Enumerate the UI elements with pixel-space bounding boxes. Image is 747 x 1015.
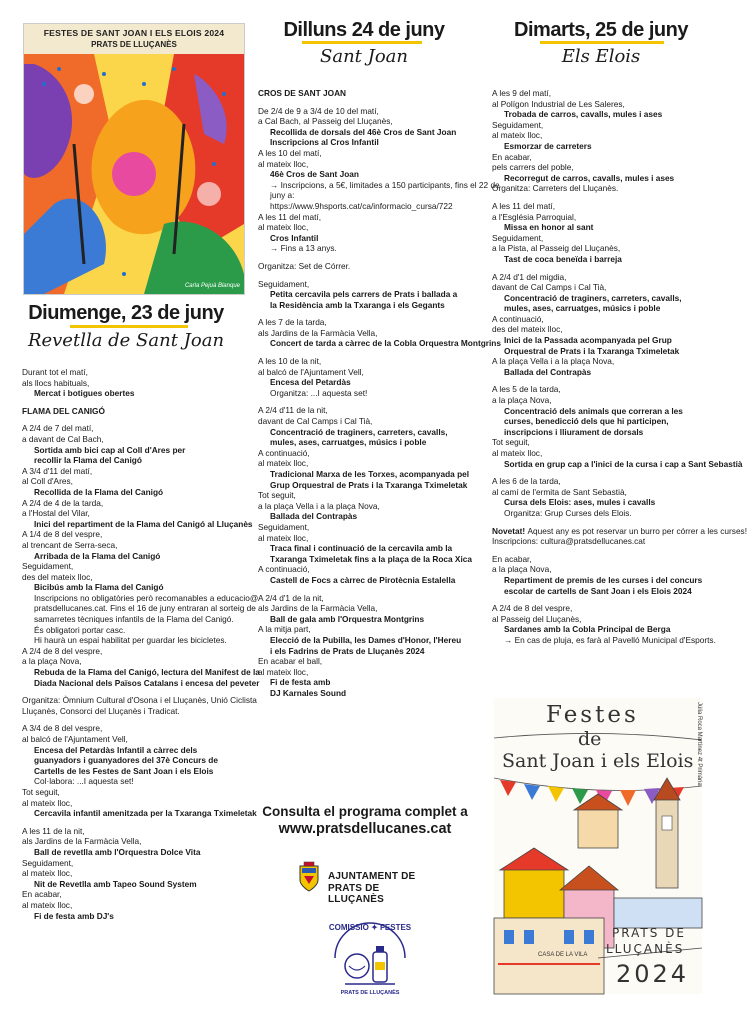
event-detail: A les 5 de la tarda, xyxy=(492,384,561,395)
event-detail: Tot seguit, xyxy=(258,490,296,501)
event-detail: als llocs habituals, xyxy=(22,377,90,388)
event-title: Cros Infantil xyxy=(270,232,319,243)
spacer xyxy=(492,547,747,554)
event-title: Concentració de traginers, carreters, cavalls, xyxy=(270,426,448,437)
event-title: Concentració dels animals que correran a les xyxy=(504,405,683,416)
event-title: Missa en honor al sant xyxy=(504,222,594,233)
event-detail: Tot seguit, xyxy=(22,786,60,797)
event-title: Recollida de dorsals del 46è Cros de Sant Joan xyxy=(270,126,457,137)
event-title: Orquestral de Prats i la Txaranga Tximeletak xyxy=(504,345,680,356)
event-title: Concert de tarda a càrrec de la Cobla Orquestra Montgrins xyxy=(270,338,501,349)
event-note: https://www.9hsports.cat/ca/informacio_cursa/722 xyxy=(270,200,453,211)
event-detail: A la mitja part, xyxy=(258,624,311,635)
event-detail: A les 7 de la tarda, xyxy=(258,317,327,328)
day-title-underline xyxy=(70,325,188,328)
section-heading: CROS DE SANT JOAN xyxy=(258,88,347,98)
event-title: Castell de Focs a càrrec de Pirotècnia Estalella xyxy=(270,574,456,585)
notice-line xyxy=(492,526,747,537)
event-title: Ball de revetlla amb l'Orquestra Dolce Vita xyxy=(34,846,201,857)
event-detail: al mateix lloc, xyxy=(258,158,309,169)
event-detail: a la plaça Nova, xyxy=(492,564,552,575)
event-title: recollir la Flama del Canigó xyxy=(34,455,142,466)
event-detail: En acabar el ball, xyxy=(258,656,323,667)
event-detail: al mateix lloc, xyxy=(258,666,309,677)
spacer xyxy=(258,254,501,261)
spacer xyxy=(492,469,747,476)
spacer xyxy=(258,349,501,356)
event-detail: Seguidament, xyxy=(258,521,310,532)
event-detail: A les 10 del matí, xyxy=(258,147,322,158)
event-detail: A 2/4 de 7 del matí, xyxy=(22,423,94,434)
event-detail: a davant de Cal Bach, xyxy=(22,433,104,444)
event-detail: A continuació, xyxy=(492,313,544,324)
event-title: Txaranga Tximeletak fins a la plaça de la Roca Xica xyxy=(270,553,472,564)
event-detail: davant de Cal Camps i Cal Tià, xyxy=(492,282,607,293)
day-title: Diumenge, 23 de juny xyxy=(28,302,224,324)
event-title: Elecció de la Pubilla, les Dames d'Honor, l'Hereu xyxy=(270,634,462,645)
event-title: Recollida de la Flama del Canigó xyxy=(34,486,164,497)
ajuntament-line1: AJUNTAMENT DE xyxy=(328,871,416,882)
event-detail: al Passeig del Lluçanès, xyxy=(492,613,582,624)
event-title: Inici del repartiment de la Flama del Canigó al Lluçanès xyxy=(34,518,253,529)
event-note: → En cas de pluja, es farà al Pavelló Municipal d'Esports. xyxy=(504,634,716,645)
spacer xyxy=(22,399,260,406)
spacer xyxy=(258,398,501,405)
event-detail: a l'Hostal del Vilar, xyxy=(22,508,90,519)
spacer xyxy=(492,194,747,201)
event-detail: al Polígon Industrial de Les Saleres, xyxy=(492,98,625,109)
poster-title: FESTES DE SANT JOAN I ELS ELOIS 2024 xyxy=(43,28,225,38)
event-detail: A 2/4 d'1 de la nit, xyxy=(258,592,324,603)
event-note: Organitza: Grup Curses dels Elois. xyxy=(504,507,632,518)
spacer xyxy=(22,416,260,423)
event-detail: als Jardins de la Farmàcia Vella, xyxy=(258,603,378,614)
event-title: Trobada de carros, cavalls, mules i ases xyxy=(504,109,663,120)
event-title: Tast de coca beneïda i barreja xyxy=(504,253,622,264)
event-title: 46è Cros de Sant Joan xyxy=(270,169,359,180)
comissio-subtitle: PRATS DE LLUÇANÈS xyxy=(340,990,400,996)
event-title: guanyadors i guanyadores del 37è Concurs de xyxy=(34,755,218,766)
event-detail: al mateix lloc, xyxy=(258,222,309,233)
event-title: Diada Nacional dels Països Catalans i encesa del peveter xyxy=(34,677,260,688)
event-title: Inscripcions al Cros Infantil xyxy=(270,137,379,148)
event-title: Sortida en grup cap a l'inici de la cursa i cap a Sant Sebastià xyxy=(504,458,743,469)
spacer xyxy=(492,596,747,603)
events-list-monday xyxy=(258,88,501,698)
event-detail: Inscripcions: cultura@pratsdellucanes.cat xyxy=(492,536,646,547)
section-heading: FLAMA DEL CANIGÓ xyxy=(22,405,105,416)
event-detail: A 1/4 de 8 del vespre, xyxy=(22,529,103,540)
illus-title-festes: Festes xyxy=(546,702,639,728)
event-detail: al camí de l'ermita de Sant Sebastià, xyxy=(492,486,627,497)
event-title: Encesa del Petardàs xyxy=(270,377,351,388)
event-detail: A la plaça Vella i a la plaça Nova, xyxy=(492,356,615,367)
notice-label: Novetat! xyxy=(492,525,528,536)
day-subtitle: Sant Joan xyxy=(320,46,408,67)
day-subtitle: Els Elois xyxy=(561,46,641,67)
event-detail: als Jardins de la Farmàcia Vella, xyxy=(258,327,378,338)
illus-town-line1: PRATS DE xyxy=(612,926,686,940)
events-list-sunday xyxy=(22,367,260,921)
event-title: Sortida amb bici cap al Coll d'Ares per xyxy=(34,444,186,455)
event-detail: A les 11 del matí, xyxy=(258,211,322,222)
day-title: Dilluns 24 de juny xyxy=(283,19,445,41)
poster-painting xyxy=(24,24,244,294)
event-detail: a Cal Bach, al Passeig del Lluçanès, xyxy=(258,116,393,127)
comissio-title: COMISSIÓ ✦ FESTES xyxy=(328,923,412,932)
event-title: inscripcions i lliurament de dorsals xyxy=(504,426,644,437)
event-title: DJ Karnales Sound xyxy=(270,687,347,698)
event-title: Cartells de les Festes de Sant Joan i els Elois xyxy=(34,765,214,776)
event-detail: a l'Església Parroquial, xyxy=(492,211,577,222)
event-detail: A 2/4 de 4 de la tarda, xyxy=(22,497,104,508)
event-detail: al trencant de Serra-seca, xyxy=(22,539,118,550)
event-title: Ballada del Contrapàs xyxy=(270,511,358,522)
event-title: Cercavila infantil amenitzada per la Txaranga Tximeletak xyxy=(34,808,257,819)
event-detail: Tot seguit, xyxy=(492,437,530,448)
consult-text: Consulta el programa complet a xyxy=(262,804,468,819)
day-title: Dimarts, 25 de juny xyxy=(514,19,688,41)
event-detail: al mateix lloc, xyxy=(22,868,73,879)
event-title: Nit de Revetlla amb Tapeo Sound System xyxy=(34,878,197,889)
event-detail: Seguidament, xyxy=(492,119,544,130)
event-detail: des del mateix lloc, xyxy=(22,571,93,582)
website-link[interactable]: www.pratsdellucanes.cat xyxy=(278,821,452,837)
illus-title-de: de xyxy=(578,728,602,750)
festival-illustration xyxy=(494,698,702,994)
event-note: Organitza: ...I aquesta set! xyxy=(270,387,368,398)
event-detail: pels carrers del poble, xyxy=(492,162,574,173)
event-detail: al Coll d'Ares, xyxy=(22,476,73,487)
event-detail: A 3/4 d'11 del matí, xyxy=(22,465,93,476)
event-title: Fi de festa amb DJ's xyxy=(34,910,114,921)
event-detail: al mateix lloc, xyxy=(492,130,543,141)
event-title: Grup Orquestral de Prats i la Txaranga Tximeletak xyxy=(270,479,468,490)
event-detail: Organitza: Òmnium Cultural d'Osona i el Lluçanès, Unió Ciclista xyxy=(22,695,257,706)
event-detail: A 2/4 de 8 del vespre, xyxy=(22,645,103,656)
festival-poster xyxy=(23,23,245,295)
event-detail: al mateix lloc, xyxy=(258,532,309,543)
event-title: la Residència amb la Txaranga i els Gegants xyxy=(270,299,445,310)
event-title: Ball de gala amb l'Orquestra Montgrins xyxy=(270,613,425,624)
spacer xyxy=(22,688,260,695)
event-detail: A 2/4 d'1 del migdia, xyxy=(492,271,567,282)
illus-town-line2: LLUÇANÈS xyxy=(606,942,685,956)
event-note: juny a: xyxy=(270,190,295,201)
event-title: Recorregut de carros, cavalls, mules i ases xyxy=(504,172,675,183)
event-detail: des del mateix lloc, xyxy=(492,324,563,335)
ajuntament-line2: PRATS DE LLUÇANÈS xyxy=(328,883,385,905)
event-detail: En acabar, xyxy=(492,553,532,564)
event-detail: En acabar, xyxy=(492,151,532,162)
poster-subtitle: PRATS DE LLUÇANÈS xyxy=(91,40,177,49)
day-subtitle: Revetlla de Sant Joan xyxy=(27,330,225,351)
event-detail: al mateix lloc, xyxy=(22,797,73,808)
spacer xyxy=(258,99,501,106)
consult-program xyxy=(256,804,474,837)
event-note: samarretes tècniques infantils de la Flama del Canigó. xyxy=(34,614,234,625)
notice-text: Aquest any es pot reservar un burro per córrer a les curses! xyxy=(527,525,747,536)
event-detail: A 2/4 d'11 de la nit, xyxy=(258,405,328,416)
spacer xyxy=(22,819,260,826)
comissio-festes-logo xyxy=(325,918,415,1000)
event-detail: al balcó de l'Ajuntament Vell, xyxy=(22,734,128,744)
event-title: mules, ases, carruatges, músics i poble xyxy=(504,303,661,314)
spacer xyxy=(258,586,501,593)
event-detail: A les 9 del matí, xyxy=(492,88,552,98)
event-detail: A les 11 del matí, xyxy=(492,200,556,211)
event-detail: A les 10 de la nit, xyxy=(258,356,322,367)
spacer xyxy=(492,377,747,384)
illus-title-santjoan: Sant Joan i els Elois xyxy=(502,750,694,772)
event-detail: al mateix lloc, xyxy=(258,458,309,469)
event-title: Cursa dels Elois: ases, mules i cavalls xyxy=(504,497,656,508)
event-note: Hi haurà un espai habilitat per guardar les bicicletes. xyxy=(34,635,227,646)
poster-credit: Carla Pejuà Blanque xyxy=(184,283,240,289)
event-title: Mercat i botigues obertes xyxy=(34,388,135,399)
event-title: Esmorzar de carreters xyxy=(504,140,592,151)
event-detail: Organitza: Carreters del Lluçanès. xyxy=(492,183,619,194)
event-title: Tradicional Marxa de les Torxes, acompanyada pel xyxy=(270,469,470,479)
ajuntament-logo xyxy=(298,862,438,904)
event-detail: A continuació, xyxy=(258,564,310,575)
event-detail: al balcó de l'Ajuntament Vell, xyxy=(258,366,364,377)
event-detail: a la plaça Nova, xyxy=(22,656,82,667)
event-title: Concentració de traginers, carreters, cavalls, xyxy=(504,292,682,303)
event-detail: A 2/4 de 8 del vespre, xyxy=(492,603,573,614)
spacer xyxy=(492,265,747,272)
event-detail: Seguidament, xyxy=(258,278,310,289)
spacer xyxy=(492,519,747,526)
coat-of-arms-icon xyxy=(298,862,320,892)
event-note: Col·labora: ...I aquesta set! xyxy=(34,776,134,787)
event-detail: En acabar, xyxy=(22,889,62,900)
event-title: escolar de cartells de Sant Joan i els Elois 2024 xyxy=(504,585,692,596)
event-detail: a la plaça Nova, xyxy=(492,395,552,406)
event-detail: al mateix lloc, xyxy=(22,899,73,910)
event-detail: A continuació, xyxy=(258,447,310,458)
event-title: Fi de festa amb xyxy=(270,677,331,688)
event-title: Traca final i continuació de la cercavila amb la xyxy=(270,543,453,554)
event-detail: davant de Cal Camps i Cal Tià, xyxy=(258,416,373,427)
event-note: És obligatori portar casc. xyxy=(34,624,126,635)
events-list-tuesday xyxy=(492,88,747,646)
event-title: Petita cercavila pels carrers de Prats i ballada a xyxy=(270,289,458,300)
event-title: Rebuda de la Flama del Canigó, lectura del Manifest de la xyxy=(34,667,260,678)
event-detail: A les 6 de la tarda, xyxy=(492,476,561,487)
illus-credit: Júlia Roca Martínez 4t Primària xyxy=(696,702,702,786)
event-note: → Inscripcions, a 5€, limitades a 150 participants, fins el 22 de xyxy=(270,179,500,190)
event-detail: Organitza: Set de Córrer. xyxy=(258,260,351,271)
spacer xyxy=(258,272,501,279)
event-detail: Durant tot el matí, xyxy=(22,367,88,377)
event-detail: als Jardins de la Farmàcia Vella, xyxy=(22,836,142,847)
event-detail: A 3/4 de 8 del vespre, xyxy=(22,723,103,734)
event-detail: De 2/4 de 9 a 3/4 de 10 del matí, xyxy=(258,105,379,116)
event-detail: a la Pista, al Passeig del Lluçanès, xyxy=(492,243,621,254)
event-title: Bicibús amb la Flama del Canigó xyxy=(34,582,164,593)
event-detail: Seguidament, xyxy=(22,857,74,868)
event-detail: Lluçanès, Consorci del Lluçanès i Tradicat. xyxy=(22,705,180,716)
event-detail: A les 11 de la nit, xyxy=(22,825,85,836)
event-title: Encesa del Petardàs Infantil a càrrec dels xyxy=(34,744,198,755)
event-note: Inscripcions no obligatòries però recomanables a educacio@ xyxy=(34,592,259,603)
illus-casa-label: CASA DE LA VILA xyxy=(538,952,588,958)
event-title: curses, benedicció dels que hi participen, xyxy=(504,416,669,427)
illus-year: 2024 xyxy=(616,960,690,988)
event-title: Arribada de la Flama del Canigó xyxy=(34,550,161,561)
event-detail: a la plaça Vella i a la plaça Nova, xyxy=(258,500,380,511)
spacer xyxy=(22,716,260,723)
event-detail: Seguidament, xyxy=(22,561,74,572)
event-title: Ballada del Contrapàs xyxy=(504,366,592,377)
event-note: → Fins a 13 anys. xyxy=(270,243,337,254)
event-detail: Seguidament, xyxy=(492,232,544,243)
spacer xyxy=(258,310,501,317)
event-title: mules, ases, carruatges, músics i poble xyxy=(270,437,427,448)
event-title: Inici de la Passada acompanyada pel Grup xyxy=(504,335,672,346)
event-detail: al mateix lloc, xyxy=(492,448,543,458)
event-title: i els Fadrins de Prats de Lluçanès 2024 xyxy=(270,645,425,656)
event-title: Repartiment de premis de les curses i del concurs xyxy=(504,574,703,585)
event-title: Sardanes amb la Cobla Principal de Berga xyxy=(504,624,671,635)
event-note: pratsdellucanes.cat. Fins el 16 de juny entraran al sorteig de xyxy=(34,603,256,614)
